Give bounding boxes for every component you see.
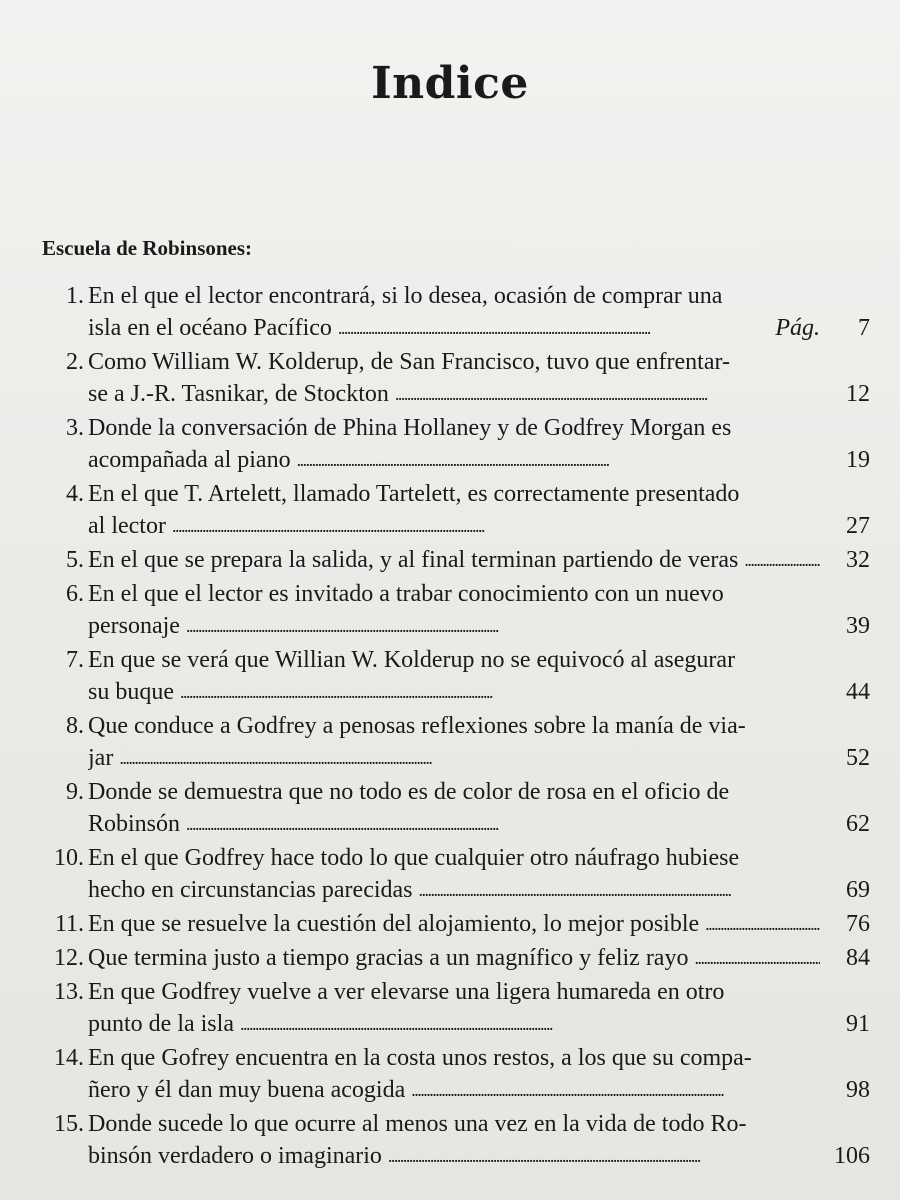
- page-number: 84: [846, 945, 870, 971]
- entry-text-line: En que se resuelve la cuestión del alojamiento, lo mejor posible: [88, 911, 700, 937]
- toc-entry: [40, 346, 890, 410]
- toc-entry: [40, 478, 890, 542]
- dot-leader: [388, 1140, 820, 1172]
- entry-text-line: acompañada al piano: [88, 447, 291, 473]
- dot-leader: [297, 444, 820, 476]
- dot-leader: [186, 610, 820, 642]
- entry-text-line: En el que Godfrey hace todo lo que cualquier otro náufrago hubiese: [88, 845, 740, 871]
- entry-text-line: Como William W. Kolderup, de San Francisco, tuvo que enfrentar-: [88, 349, 730, 375]
- entry-text-line: Donde se demuestra que no todo es de color de rosa en el oficio de: [88, 779, 730, 805]
- entry-text-line: En el que el lector encontrará, si lo desea, ocasión de comprar una: [88, 283, 723, 309]
- dot-leader: [419, 874, 820, 906]
- entry-number: 11.: [54, 911, 84, 937]
- dot-leader: [180, 676, 820, 708]
- page-number: 19: [846, 447, 870, 473]
- page-number: 44: [846, 679, 870, 705]
- entry-text-line: En el que T. Artelett, llamado Tartelett, es correctamente presentado: [88, 481, 740, 507]
- entry-text-line: hecho en circunstancias parecidas: [88, 877, 413, 903]
- toc-entry: [40, 976, 890, 1040]
- entry-number: 12.: [54, 945, 84, 971]
- entry-text-line: Donde sucede lo que ocurre al menos una vez en la vida de todo Ro-: [88, 1111, 747, 1137]
- page-title: Indice: [371, 58, 529, 109]
- entry-number: 8.: [66, 713, 84, 739]
- dot-leader: [119, 742, 820, 774]
- page-number: 98: [846, 1077, 870, 1103]
- entry-text-line: En que se verá que Willian W. Kolderup no se equivocó al asegurar: [88, 647, 736, 673]
- entry-text-line: binsón verdadero o imaginario: [88, 1143, 382, 1169]
- entry-number: 5.: [66, 547, 84, 573]
- page-number: 62: [846, 811, 870, 837]
- dot-leader: [172, 510, 820, 542]
- toc-entry: [40, 644, 890, 708]
- entry-number: 7.: [66, 647, 84, 673]
- dot-leader: [705, 908, 820, 940]
- toc-entry: [40, 1042, 890, 1106]
- page-number: 69: [846, 877, 870, 903]
- toc-entry: [40, 1108, 890, 1172]
- toc-entry: [40, 776, 890, 840]
- entry-text-line: Donde la conversación de Phina Hollaney y de Godfrey Morgan es: [88, 415, 732, 441]
- page-number: 27: [846, 513, 870, 539]
- entry-text-line: ñero y él dan muy buena acogida: [88, 1077, 406, 1103]
- entry-text-line: En el que se prepara la salida, y al final terminan partiendo de veras: [88, 547, 739, 573]
- page-number: 76: [846, 911, 870, 937]
- page-number: 91: [846, 1011, 870, 1037]
- toc-entry: [40, 544, 890, 576]
- dot-leader: [744, 544, 820, 576]
- toc-entry: [40, 908, 890, 940]
- entry-number: 13.: [54, 979, 84, 1005]
- table-of-contents: [40, 280, 890, 1174]
- toc-entry: [40, 578, 890, 642]
- dot-leader: [338, 312, 769, 344]
- toc-entry: [40, 710, 890, 774]
- entry-text-line: su buque: [88, 679, 174, 705]
- entry-text-line: Que termina justo a tiempo gracias a un magnífico y feliz rayo: [88, 945, 689, 971]
- entry-number: 14.: [54, 1045, 84, 1071]
- pag-label: Pág.: [775, 315, 820, 341]
- entry-number: 9.: [66, 779, 84, 805]
- entry-text-line: En que Gofrey encuentra en la costa unos restos, a los que su compa-: [88, 1045, 752, 1071]
- dot-leader: [411, 1074, 820, 1106]
- entry-number: 10.: [54, 845, 84, 871]
- entry-text-line: Que conduce a Godfrey a penosas reflexiones sobre la manía de via-: [88, 713, 746, 739]
- entry-number: 2.: [66, 349, 84, 375]
- page-number: 106: [834, 1143, 870, 1169]
- entry-text-line: Robinsón: [88, 811, 181, 837]
- entry-text-line: En que Godfrey vuelve a ver elevarse una ligera humareda en otro: [88, 979, 725, 1005]
- entry-number: 1.: [66, 283, 84, 309]
- section-heading: Escuela de Robinsones:: [42, 236, 253, 260]
- page-number: 52: [846, 745, 870, 771]
- toc-entry: [40, 842, 890, 906]
- page-number: 12: [846, 381, 870, 407]
- dot-leader: [395, 378, 820, 410]
- entry-text-line: al lector: [88, 513, 166, 539]
- entry-text-line: isla en el océano Pacífico: [88, 315, 332, 341]
- entry-number: 4.: [66, 481, 84, 507]
- page-number: 7: [858, 315, 870, 341]
- toc-entry: [40, 280, 890, 344]
- entry-text-line: se a J.-R. Tasnikar, de Stockton: [88, 381, 389, 407]
- toc-entry: [40, 412, 890, 476]
- entry-text-line: En el que el lector es invitado a trabar conocimiento con un nuevo: [88, 581, 724, 607]
- toc-entry: [40, 942, 890, 974]
- dot-leader: [186, 808, 820, 840]
- entry-number: 6.: [66, 581, 84, 607]
- entry-text-line: punto de la isla: [88, 1011, 234, 1037]
- dot-leader: [240, 1008, 820, 1040]
- entry-number: 3.: [66, 415, 84, 441]
- entry-number: 15.: [54, 1111, 84, 1137]
- page-number: 32: [846, 547, 870, 573]
- page-number: 39: [846, 613, 870, 639]
- entry-text-line: personaje: [88, 613, 180, 639]
- entry-text-line: jar: [88, 745, 114, 771]
- dot-leader: [694, 942, 820, 974]
